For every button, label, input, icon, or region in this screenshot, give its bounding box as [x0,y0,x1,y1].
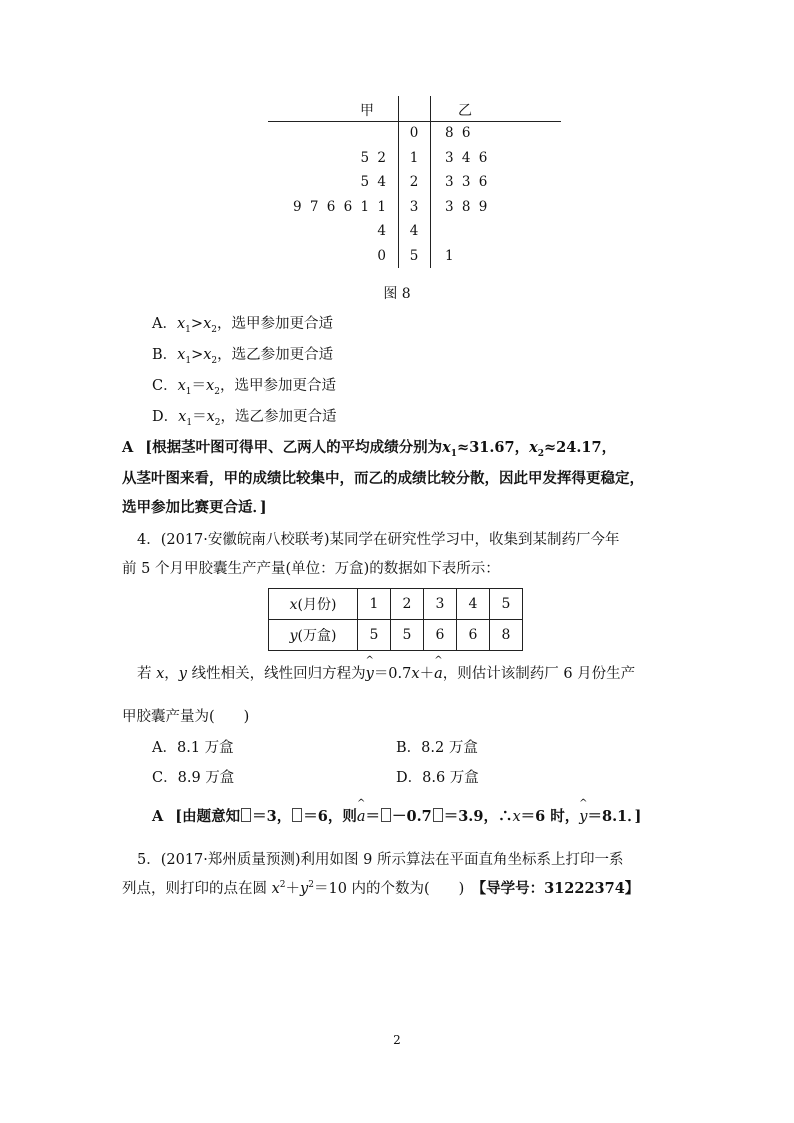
table-cell: 5 [391,620,424,651]
stem-leaf-stem: 1 [409,149,419,166]
q3-answer-text-a: [根据茎叶图可得甲、乙两人的平均成绩分别为 [145,439,443,456]
figure-caption: 图 8 [383,286,411,302]
stem-leaf-left-leaves: 0 [377,247,386,264]
q3-answer-line1: A [根据茎叶图可得甲、乙两人的平均成绩分别为$x_1\approx 31.67$，$x_2\approx 24.17$， [122,439,617,459]
q4-stem-line3: 若 x，y 线性相关，线性回归方程为^ y＝0.7x＋^ a，则估计该制药厂 6 月份生产 [137,662,635,683]
stem-leaf-right-leaves: 3 8 9 [445,198,488,215]
q5-stem-line1: 5．(2017·郑州质量预测)利用如图 9 所示算法在平面直角坐标系上打印一系 [137,852,624,868]
q4-stem-line2: 前 5 个月甲胶囊生产产量(单位：万盒)的数据如下表所示： [122,561,500,577]
stem-leaf-stem: 0 [409,125,419,141]
stem-leaf-stem: 4 [409,223,419,239]
x-bar-box [241,808,251,822]
page-number: 2 [393,1033,401,1047]
q3-answer-text-c: ≈24.17， [544,439,617,456]
table-cell: 6 [424,620,457,651]
stem-leaf-stem: 3 [409,198,419,215]
stem-leaf-row [0,199,794,219]
q3-option-b: B．$x_1>x_2$，选乙参加更合适 [152,347,334,366]
q3-answer-letter: A [122,439,134,456]
q3-answer-text-b: ≈31.67， [457,439,530,456]
table-cell: 5 [358,620,391,651]
q3-option-a: A．$x_1>x_2$，选甲参加更合适 [152,316,333,335]
stem-leaf-left-leaves: 5 4 [360,174,386,190]
stem-leaf-right-leaves: 3 4 6 [445,149,488,166]
q3-answer-line3: 选甲参加比赛更合适．] [122,499,267,516]
table-cell: 3 [424,589,457,620]
stem-leaf-row [0,174,794,194]
q4-option-c: C．8.9 万盒 [152,770,235,786]
q4-table-header-y: y(万盒) [269,620,358,651]
q4-answer: A [由题意知 ＝3， ＝6，则^ a＝ －0.7 ＝3.9，∴x＝6 时，^ y＝8.1．] [152,805,641,826]
table-cell: 4 [457,589,490,620]
q5-stem-line2: 列点，则打印的点在圆 $x^2+y^2=10$ 内的个数为( ) 【导学号：31222374】 [122,880,640,897]
stem-leaf-row [0,223,794,243]
table-cell: 6 [457,620,490,651]
y-bar-box [381,808,391,822]
q5-guide-number: 【导学号：31222374】 [478,880,640,897]
stem-leaf-stem: 2 [409,174,419,190]
stem-leaf-header-rule [268,121,561,122]
q3-answer-var-x2: x [529,439,538,456]
stem-leaf-row [0,248,794,268]
table-cell: 8 [490,620,523,651]
q4-data-table [268,588,523,651]
q4-table-row-x [269,589,523,620]
stem-leaf-row [0,150,794,170]
stem-leaf-right-leaves: 3 3 6 [445,174,488,190]
table-cell: 5 [490,589,523,620]
y-bar-box [292,808,302,822]
q4-option-d: D．8.6 万盒 [396,770,479,786]
stem-leaf-left-leaves: 9 7 6 6 1 1 [293,198,386,215]
stem-leaf-right-leaves: 8 6 [445,125,471,141]
y-hat: ^ y [366,666,374,682]
q4-table-row-y [269,620,523,651]
stem-leaf-left-header: 甲 [360,103,374,119]
stem-leaf-left-leaves: 5 2 [360,149,386,166]
q3-option-d: D．$x_1=x_2$，选乙参加更合适 [152,409,337,428]
q4-option-a: A．8.1 万盒 [152,740,234,756]
a-hat: ^ a [434,666,443,682]
q4-option-b: B．8.2 万盒 [396,740,478,756]
stem-leaf-row [0,125,794,145]
q4-stem-line1: 4．(2017·安徽皖南八校联考)某同学在研究性学习中，收集到某制药厂今年 [137,532,620,548]
table-cell: 1 [358,589,391,620]
q3-answer-var-x1: x [442,439,451,456]
q4-stem-line4: 甲胶囊产量为( ) [122,709,250,725]
q4-table-header-x: x(月份) [269,589,358,620]
x-bar-box [433,808,443,822]
q3-option-c: C．$x_1=x_2$，选甲参加更合适 [152,378,336,397]
a-hat: ^ a [357,809,366,825]
table-cell: 2 [391,589,424,620]
stem-leaf-right-leaves: 1 [445,247,454,264]
y-hat: ^ y [579,809,587,825]
q3-answer-line2: 从茎叶图来看，甲的成绩比较集中，而乙的成绩比较分散，因此甲发挥得更稳定， [122,470,644,487]
stem-leaf-stem: 5 [409,247,419,264]
stem-leaf-right-header: 乙 [458,103,472,119]
stem-leaf-left-leaves: 4 [377,223,386,239]
